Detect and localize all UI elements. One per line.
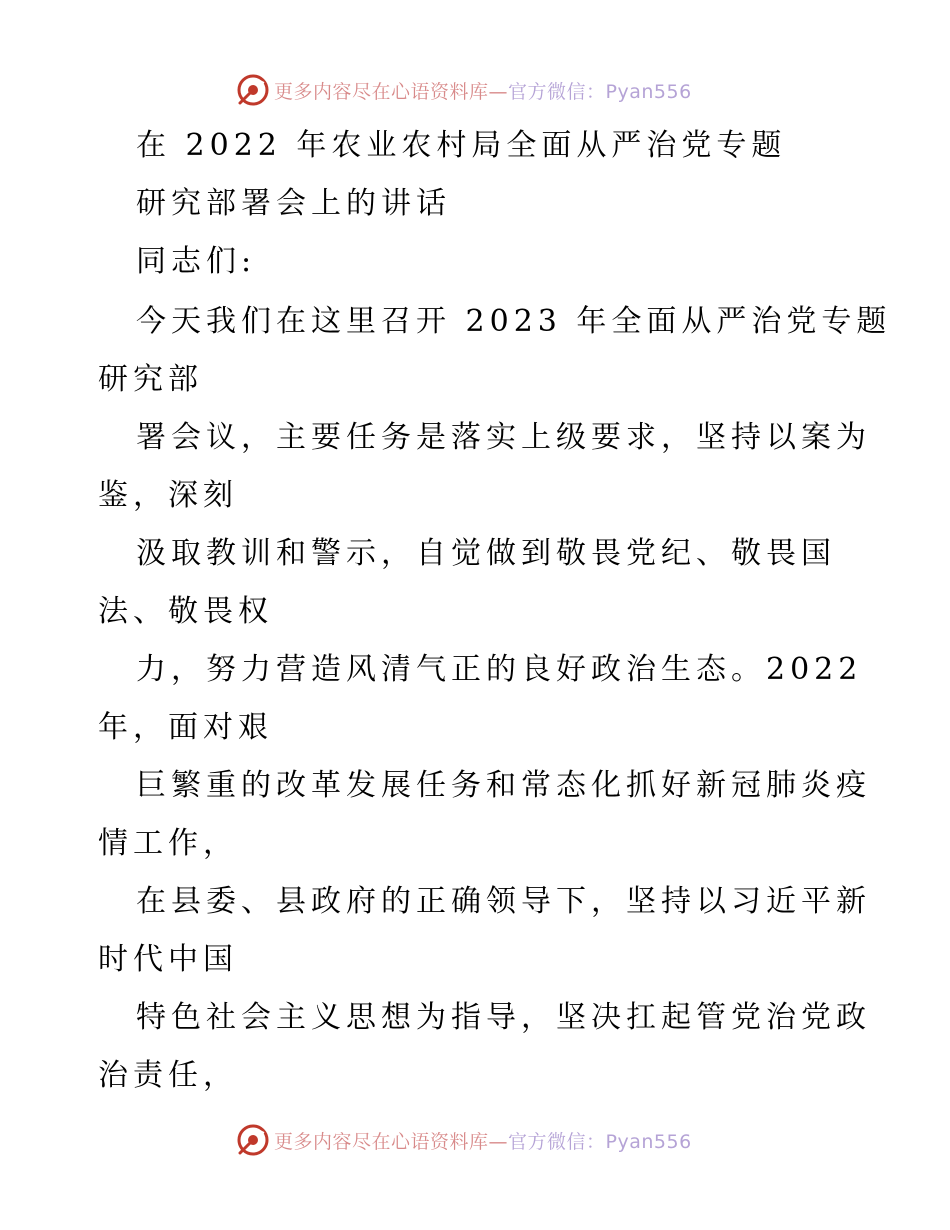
paragraph-line: 特色社会主义思想为指导，坚决扛起管党治党政 [136,1000,871,1035]
paragraph-line: 今天我们在这里召开 2023 年全面从严治党专题 [136,304,892,339]
paragraph-line: 巨繁重的改革发展任务和常态化抓好新冠肺炎疫 [136,768,871,803]
wechat-text: 官方微信：Pyan556 [508,80,692,103]
paragraph-line: 时代中国 [98,942,238,977]
title-line-1: 在 2022 年农业农村局全面从严治党专题 [136,128,787,163]
title-line-2: 研究部署会上的讲话 [136,186,451,221]
header-watermark-banner [236,72,692,108]
watermark-text: 更多内容尽在心语资料库—官方微信：Pyan556 [274,1130,692,1153]
paragraph-line: 治责任， [98,1058,238,1093]
salutation: 同志们: [136,244,257,279]
paragraph-line: 情工作， [98,826,238,861]
paragraph-line: 研究部 [98,362,203,397]
pen-logo-icon [236,1123,270,1157]
wechat-text: 官方微信：Pyan556 [508,1130,692,1153]
paragraph-line: 法、敬畏权 [98,594,273,629]
paragraph-line: 力，努力营造风清气正的良好政治生态。2022 [136,652,863,687]
pen-logo-icon [236,73,270,107]
footer-watermark-banner [236,1122,692,1158]
paragraph-line: 在县委、县政府的正确领导下，坚持以习近平新 [136,884,871,919]
paragraph-line: 年，面对艰 [98,710,273,745]
paragraph-line: 鉴，深刻 [98,478,238,513]
watermark-text: 更多内容尽在心语资料库—官方微信：Pyan556 [274,80,692,103]
paragraph-line: 署会议，主要任务是落实上级要求，坚持以案为 [136,420,871,455]
paragraph-line: 汲取教训和警示，自觉做到敬畏党纪、敬畏国 [136,536,836,571]
